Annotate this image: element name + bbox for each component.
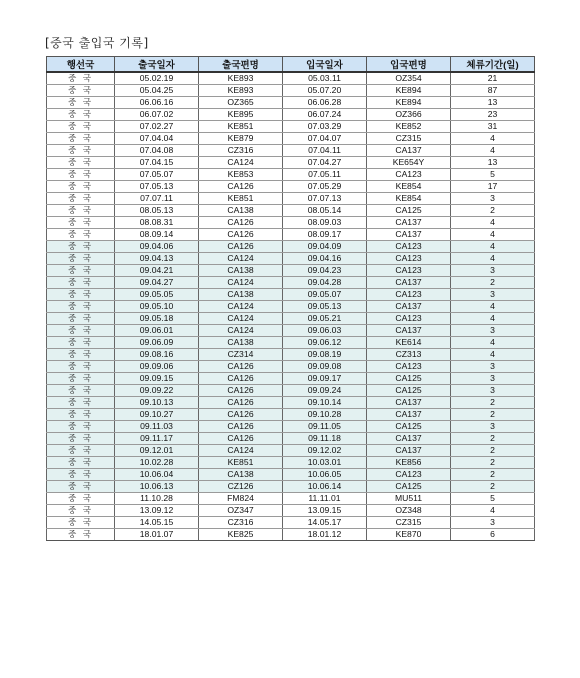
departure-flight-cell: CA138 bbox=[199, 205, 283, 217]
departure-flight-cell: CA138 bbox=[199, 337, 283, 349]
stay-days-cell: 13 bbox=[451, 157, 535, 169]
arrival-flight-cell: CA137 bbox=[367, 145, 451, 157]
arrival-flight-cell: KE894 bbox=[367, 97, 451, 109]
departure-date-cell: 09.10.13 bbox=[115, 397, 199, 409]
stay-days-cell: 3 bbox=[451, 373, 535, 385]
stay-days-cell: 4 bbox=[451, 133, 535, 145]
destination-cell: 중 국 bbox=[47, 229, 115, 241]
stay-days-cell: 4 bbox=[451, 253, 535, 265]
destination-cell: 중 국 bbox=[47, 409, 115, 421]
destination-cell: 중 국 bbox=[47, 493, 115, 505]
arrival-flight-cell: CA137 bbox=[367, 445, 451, 457]
destination-cell: 중 국 bbox=[47, 481, 115, 493]
column-header-departure-date: 출국일자 bbox=[115, 57, 199, 73]
table-row bbox=[47, 97, 535, 109]
departure-flight-cell: CZ316 bbox=[199, 145, 283, 157]
departure-date-cell: 10.06.13 bbox=[115, 481, 199, 493]
departure-flight-cell: CA124 bbox=[199, 313, 283, 325]
stay-days-cell: 4 bbox=[451, 505, 535, 517]
stay-days-cell: 4 bbox=[451, 301, 535, 313]
table-row bbox=[47, 433, 535, 445]
table-row bbox=[47, 361, 535, 373]
departure-date-cell: 09.04.13 bbox=[115, 253, 199, 265]
arrival-flight-cell: KE614 bbox=[367, 337, 451, 349]
arrival-flight-cell: KE654Y bbox=[367, 157, 451, 169]
departure-date-cell: 09.12.01 bbox=[115, 445, 199, 457]
arrival-flight-cell: CA125 bbox=[367, 385, 451, 397]
arrival-flight-cell: CZ315 bbox=[367, 517, 451, 529]
stay-days-cell: 2 bbox=[451, 409, 535, 421]
stay-days-cell: 4 bbox=[451, 241, 535, 253]
arrival-flight-cell: MU511 bbox=[367, 493, 451, 505]
departure-date-cell: 09.11.17 bbox=[115, 433, 199, 445]
arrival-flight-cell: KE894 bbox=[367, 85, 451, 97]
arrival-flight-cell: CA123 bbox=[367, 253, 451, 265]
destination-cell: 중 국 bbox=[47, 349, 115, 361]
departure-flight-cell: CA126 bbox=[199, 385, 283, 397]
departure-flight-cell: CA126 bbox=[199, 361, 283, 373]
destination-cell: 중 국 bbox=[47, 72, 115, 85]
stay-days-cell: 5 bbox=[451, 493, 535, 505]
arrival-flight-cell: CA137 bbox=[367, 277, 451, 289]
arrival-date-cell: 05.07.20 bbox=[283, 85, 367, 97]
arrival-date-cell: 09.04.16 bbox=[283, 253, 367, 265]
table-row bbox=[47, 397, 535, 409]
arrival-date-cell: 07.03.29 bbox=[283, 121, 367, 133]
departure-date-cell: 06.07.02 bbox=[115, 109, 199, 121]
table-row bbox=[47, 337, 535, 349]
arrival-date-cell: 09.10.14 bbox=[283, 397, 367, 409]
stay-days-cell: 2 bbox=[451, 205, 535, 217]
departure-flight-cell: KE851 bbox=[199, 457, 283, 469]
destination-cell: 중 국 bbox=[47, 133, 115, 145]
departure-flight-cell: CA126 bbox=[199, 433, 283, 445]
stay-days-cell: 2 bbox=[451, 481, 535, 493]
departure-flight-cell: KE893 bbox=[199, 72, 283, 85]
destination-cell: 중 국 bbox=[47, 193, 115, 205]
arrival-date-cell: 09.12.02 bbox=[283, 445, 367, 457]
departure-flight-cell: FM824 bbox=[199, 493, 283, 505]
table-row bbox=[47, 72, 535, 85]
table-row bbox=[47, 313, 535, 325]
departure-date-cell: 09.09.06 bbox=[115, 361, 199, 373]
departure-date-cell: 06.06.16 bbox=[115, 97, 199, 109]
table-row bbox=[47, 253, 535, 265]
stay-days-cell: 17 bbox=[451, 181, 535, 193]
departure-date-cell: 18.01.07 bbox=[115, 529, 199, 541]
destination-cell: 중 국 bbox=[47, 181, 115, 193]
table-row bbox=[47, 421, 535, 433]
departure-date-cell: 10.06.04 bbox=[115, 469, 199, 481]
departure-flight-cell: CZ126 bbox=[199, 481, 283, 493]
destination-cell: 중 국 bbox=[47, 337, 115, 349]
destination-cell: 중 국 bbox=[47, 457, 115, 469]
departure-date-cell: 10.02.28 bbox=[115, 457, 199, 469]
departure-date-cell: 09.04.21 bbox=[115, 265, 199, 277]
destination-cell: 중 국 bbox=[47, 361, 115, 373]
departure-flight-cell: KE879 bbox=[199, 133, 283, 145]
departure-flight-cell: CA124 bbox=[199, 301, 283, 313]
arrival-flight-cell: KE852 bbox=[367, 121, 451, 133]
arrival-date-cell: 18.01.12 bbox=[283, 529, 367, 541]
table-row bbox=[47, 301, 535, 313]
departure-flight-cell: CA126 bbox=[199, 229, 283, 241]
arrival-date-cell: 09.09.24 bbox=[283, 385, 367, 397]
table-row bbox=[47, 109, 535, 121]
destination-cell: 중 국 bbox=[47, 85, 115, 97]
stay-days-cell: 5 bbox=[451, 169, 535, 181]
arrival-date-cell: 06.07.24 bbox=[283, 109, 367, 121]
destination-cell: 중 국 bbox=[47, 313, 115, 325]
arrival-flight-cell: CA123 bbox=[367, 265, 451, 277]
stay-days-cell: 31 bbox=[451, 121, 535, 133]
departure-flight-cell: OZ347 bbox=[199, 505, 283, 517]
destination-cell: 중 국 bbox=[47, 373, 115, 385]
destination-cell: 중 국 bbox=[47, 517, 115, 529]
departure-date-cell: 09.05.05 bbox=[115, 289, 199, 301]
table-row bbox=[47, 133, 535, 145]
arrival-flight-cell: CA137 bbox=[367, 325, 451, 337]
arrival-flight-cell: KE854 bbox=[367, 193, 451, 205]
destination-cell: 중 국 bbox=[47, 397, 115, 409]
arrival-date-cell: 07.05.11 bbox=[283, 169, 367, 181]
destination-cell: 중 국 bbox=[47, 121, 115, 133]
stay-days-cell: 4 bbox=[451, 217, 535, 229]
stay-days-cell: 4 bbox=[451, 349, 535, 361]
stay-days-cell: 2 bbox=[451, 397, 535, 409]
departure-date-cell: 14.05.15 bbox=[115, 517, 199, 529]
departure-flight-cell: CA124 bbox=[199, 157, 283, 169]
destination-cell: 중 국 bbox=[47, 445, 115, 457]
stay-days-cell: 4 bbox=[451, 337, 535, 349]
departure-flight-cell: CA124 bbox=[199, 277, 283, 289]
departure-date-cell: 09.05.10 bbox=[115, 301, 199, 313]
departure-date-cell: 07.05.07 bbox=[115, 169, 199, 181]
stay-days-cell: 2 bbox=[451, 445, 535, 457]
stay-days-cell: 4 bbox=[451, 145, 535, 157]
arrival-date-cell: 09.05.13 bbox=[283, 301, 367, 313]
arrival-flight-cell: OZ366 bbox=[367, 109, 451, 121]
table-row bbox=[47, 145, 535, 157]
arrival-flight-cell: CA123 bbox=[367, 313, 451, 325]
departure-flight-cell: KE853 bbox=[199, 169, 283, 181]
arrival-flight-cell: KE854 bbox=[367, 181, 451, 193]
departure-date-cell: 08.09.14 bbox=[115, 229, 199, 241]
arrival-date-cell: 07.04.11 bbox=[283, 145, 367, 157]
table-row bbox=[47, 493, 535, 505]
departure-flight-cell: CA126 bbox=[199, 421, 283, 433]
departure-flight-cell: CZ316 bbox=[199, 517, 283, 529]
table-row bbox=[47, 229, 535, 241]
table-row bbox=[47, 205, 535, 217]
arrival-date-cell: 10.06.05 bbox=[283, 469, 367, 481]
arrival-date-cell: 09.04.28 bbox=[283, 277, 367, 289]
table-row bbox=[47, 457, 535, 469]
departure-flight-cell: CA124 bbox=[199, 325, 283, 337]
destination-cell: 중 국 bbox=[47, 421, 115, 433]
arrival-date-cell: 07.04.07 bbox=[283, 133, 367, 145]
stay-days-cell: 2 bbox=[451, 457, 535, 469]
table-header-row bbox=[47, 57, 535, 73]
departure-flight-cell: CA124 bbox=[199, 445, 283, 457]
arrival-flight-cell: CA137 bbox=[367, 397, 451, 409]
stay-days-cell: 3 bbox=[451, 361, 535, 373]
departure-date-cell: 09.09.22 bbox=[115, 385, 199, 397]
departure-date-cell: 07.04.04 bbox=[115, 133, 199, 145]
departure-flight-cell: CA126 bbox=[199, 409, 283, 421]
destination-cell: 중 국 bbox=[47, 97, 115, 109]
departure-date-cell: 07.04.08 bbox=[115, 145, 199, 157]
departure-date-cell: 09.05.18 bbox=[115, 313, 199, 325]
destination-cell: 중 국 bbox=[47, 169, 115, 181]
departure-flight-cell: KE825 bbox=[199, 529, 283, 541]
destination-cell: 중 국 bbox=[47, 325, 115, 337]
stay-days-cell: 87 bbox=[451, 85, 535, 97]
table-row bbox=[47, 277, 535, 289]
departure-flight-cell: CA126 bbox=[199, 373, 283, 385]
arrival-date-cell: 09.09.17 bbox=[283, 373, 367, 385]
column-header-arrival-date: 입국일자 bbox=[283, 57, 367, 73]
table-row bbox=[47, 349, 535, 361]
stay-days-cell: 3 bbox=[451, 517, 535, 529]
arrival-date-cell: 13.09.15 bbox=[283, 505, 367, 517]
destination-cell: 중 국 bbox=[47, 241, 115, 253]
arrival-flight-cell: OZ348 bbox=[367, 505, 451, 517]
table-row bbox=[47, 385, 535, 397]
stay-days-cell: 3 bbox=[451, 289, 535, 301]
document-title: [중국 출입국 기록] bbox=[45, 36, 149, 50]
stay-days-cell: 2 bbox=[451, 277, 535, 289]
destination-cell: 중 국 bbox=[47, 253, 115, 265]
stay-days-cell: 21 bbox=[451, 72, 535, 85]
arrival-date-cell: 06.06.28 bbox=[283, 97, 367, 109]
arrival-flight-cell: CA123 bbox=[367, 241, 451, 253]
departure-flight-cell: CA126 bbox=[199, 217, 283, 229]
stay-days-cell: 2 bbox=[451, 469, 535, 481]
destination-cell: 중 국 bbox=[47, 205, 115, 217]
destination-cell: 중 국 bbox=[47, 301, 115, 313]
destination-cell: 중 국 bbox=[47, 433, 115, 445]
table-row bbox=[47, 481, 535, 493]
table-row bbox=[47, 85, 535, 97]
destination-cell: 중 국 bbox=[47, 529, 115, 541]
arrival-date-cell: 09.04.23 bbox=[283, 265, 367, 277]
departure-date-cell: 11.10.28 bbox=[115, 493, 199, 505]
arrival-flight-cell: CA137 bbox=[367, 433, 451, 445]
departure-date-cell: 09.06.01 bbox=[115, 325, 199, 337]
departure-date-cell: 09.11.03 bbox=[115, 421, 199, 433]
departure-flight-cell: CA126 bbox=[199, 397, 283, 409]
arrival-date-cell: 09.04.09 bbox=[283, 241, 367, 253]
table-row bbox=[47, 529, 535, 541]
stay-days-cell: 3 bbox=[451, 265, 535, 277]
destination-cell: 중 국 bbox=[47, 277, 115, 289]
table-row bbox=[47, 241, 535, 253]
arrival-flight-cell: CA137 bbox=[367, 217, 451, 229]
arrival-flight-cell: CA123 bbox=[367, 469, 451, 481]
stay-days-cell: 3 bbox=[451, 385, 535, 397]
arrival-flight-cell: CA125 bbox=[367, 421, 451, 433]
arrival-date-cell: 08.05.14 bbox=[283, 205, 367, 217]
departure-date-cell: 07.07.11 bbox=[115, 193, 199, 205]
arrival-flight-cell: CA137 bbox=[367, 409, 451, 421]
table-row bbox=[47, 121, 535, 133]
departure-flight-cell: CA138 bbox=[199, 289, 283, 301]
arrival-flight-cell: CZ313 bbox=[367, 349, 451, 361]
departure-flight-cell: CA126 bbox=[199, 241, 283, 253]
table-row bbox=[47, 157, 535, 169]
arrival-flight-cell: CA123 bbox=[367, 361, 451, 373]
stay-days-cell: 23 bbox=[451, 109, 535, 121]
departure-flight-cell: CA138 bbox=[199, 469, 283, 481]
arrival-date-cell: 05.03.11 bbox=[283, 72, 367, 85]
table-row bbox=[47, 409, 535, 421]
departure-flight-cell: CA126 bbox=[199, 181, 283, 193]
arrival-flight-cell: OZ354 bbox=[367, 72, 451, 85]
departure-date-cell: 07.05.13 bbox=[115, 181, 199, 193]
column-header-destination: 행선국 bbox=[47, 57, 115, 73]
departure-date-cell: 05.04.25 bbox=[115, 85, 199, 97]
arrival-date-cell: 14.05.17 bbox=[283, 517, 367, 529]
destination-cell: 중 국 bbox=[47, 505, 115, 517]
departure-flight-cell: KE851 bbox=[199, 121, 283, 133]
destination-cell: 중 국 bbox=[47, 469, 115, 481]
departure-date-cell: 08.05.13 bbox=[115, 205, 199, 217]
arrival-date-cell: 11.11.01 bbox=[283, 493, 367, 505]
departure-date-cell: 05.02.19 bbox=[115, 72, 199, 85]
departure-flight-cell: KE893 bbox=[199, 85, 283, 97]
departure-flight-cell: CZ314 bbox=[199, 349, 283, 361]
arrival-date-cell: 10.06.14 bbox=[283, 481, 367, 493]
departure-flight-cell: KE895 bbox=[199, 109, 283, 121]
arrival-date-cell: 09.11.18 bbox=[283, 433, 367, 445]
arrival-flight-cell: CA123 bbox=[367, 289, 451, 301]
table-row bbox=[47, 181, 535, 193]
arrival-date-cell: 09.06.12 bbox=[283, 337, 367, 349]
departure-flight-cell: OZ365 bbox=[199, 97, 283, 109]
table-row bbox=[47, 265, 535, 277]
table-row bbox=[47, 445, 535, 457]
arrival-flight-cell: CA137 bbox=[367, 301, 451, 313]
arrival-date-cell: 09.05.07 bbox=[283, 289, 367, 301]
departure-date-cell: 08.08.31 bbox=[115, 217, 199, 229]
destination-cell: 중 국 bbox=[47, 289, 115, 301]
arrival-date-cell: 07.05.29 bbox=[283, 181, 367, 193]
travel-records-table bbox=[46, 56, 535, 541]
table-row bbox=[47, 217, 535, 229]
destination-cell: 중 국 bbox=[47, 265, 115, 277]
departure-date-cell: 09.09.15 bbox=[115, 373, 199, 385]
departure-flight-cell: CA124 bbox=[199, 253, 283, 265]
departure-date-cell: 13.09.12 bbox=[115, 505, 199, 517]
arrival-flight-cell: KE856 bbox=[367, 457, 451, 469]
table-row bbox=[47, 373, 535, 385]
column-header-arrival-flight: 입국편명 bbox=[367, 57, 451, 73]
stay-days-cell: 2 bbox=[451, 433, 535, 445]
stay-days-cell: 4 bbox=[451, 313, 535, 325]
destination-cell: 중 국 bbox=[47, 157, 115, 169]
departure-date-cell: 09.08.16 bbox=[115, 349, 199, 361]
arrival-date-cell: 09.06.03 bbox=[283, 325, 367, 337]
departure-date-cell: 09.04.27 bbox=[115, 277, 199, 289]
arrival-flight-cell: KE870 bbox=[367, 529, 451, 541]
departure-date-cell: 07.04.15 bbox=[115, 157, 199, 169]
departure-date-cell: 09.10.27 bbox=[115, 409, 199, 421]
arrival-date-cell: 07.04.27 bbox=[283, 157, 367, 169]
stay-days-cell: 3 bbox=[451, 193, 535, 205]
departure-date-cell: 07.02.27 bbox=[115, 121, 199, 133]
arrival-date-cell: 10.03.01 bbox=[283, 457, 367, 469]
table-row bbox=[47, 325, 535, 337]
destination-cell: 중 국 bbox=[47, 385, 115, 397]
stay-days-cell: 3 bbox=[451, 325, 535, 337]
arrival-date-cell: 07.07.13 bbox=[283, 193, 367, 205]
arrival-date-cell: 09.05.21 bbox=[283, 313, 367, 325]
stay-days-cell: 13 bbox=[451, 97, 535, 109]
table-row bbox=[47, 505, 535, 517]
arrival-flight-cell: CZ315 bbox=[367, 133, 451, 145]
arrival-flight-cell: CA125 bbox=[367, 373, 451, 385]
table-row bbox=[47, 517, 535, 529]
stay-days-cell: 3 bbox=[451, 421, 535, 433]
departure-flight-cell: KE851 bbox=[199, 193, 283, 205]
arrival-date-cell: 08.09.17 bbox=[283, 229, 367, 241]
arrival-date-cell: 08.09.03 bbox=[283, 217, 367, 229]
column-header-departure-flight: 출국편명 bbox=[199, 57, 283, 73]
arrival-date-cell: 09.08.19 bbox=[283, 349, 367, 361]
table-row bbox=[47, 169, 535, 181]
arrival-date-cell: 09.11.05 bbox=[283, 421, 367, 433]
column-header-stay-days: 체류기간(일) bbox=[451, 57, 535, 73]
table-row bbox=[47, 469, 535, 481]
arrival-flight-cell: CA125 bbox=[367, 481, 451, 493]
departure-flight-cell: CA138 bbox=[199, 265, 283, 277]
departure-date-cell: 09.04.06 bbox=[115, 241, 199, 253]
table-row bbox=[47, 289, 535, 301]
stay-days-cell: 6 bbox=[451, 529, 535, 541]
arrival-date-cell: 09.09.08 bbox=[283, 361, 367, 373]
stay-days-cell: 4 bbox=[451, 229, 535, 241]
destination-cell: 중 국 bbox=[47, 109, 115, 121]
arrival-flight-cell: CA123 bbox=[367, 169, 451, 181]
departure-date-cell: 09.06.09 bbox=[115, 337, 199, 349]
destination-cell: 중 국 bbox=[47, 145, 115, 157]
arrival-flight-cell: CA137 bbox=[367, 229, 451, 241]
arrival-date-cell: 09.10.28 bbox=[283, 409, 367, 421]
table-row bbox=[47, 193, 535, 205]
arrival-flight-cell: CA125 bbox=[367, 205, 451, 217]
destination-cell: 중 국 bbox=[47, 217, 115, 229]
